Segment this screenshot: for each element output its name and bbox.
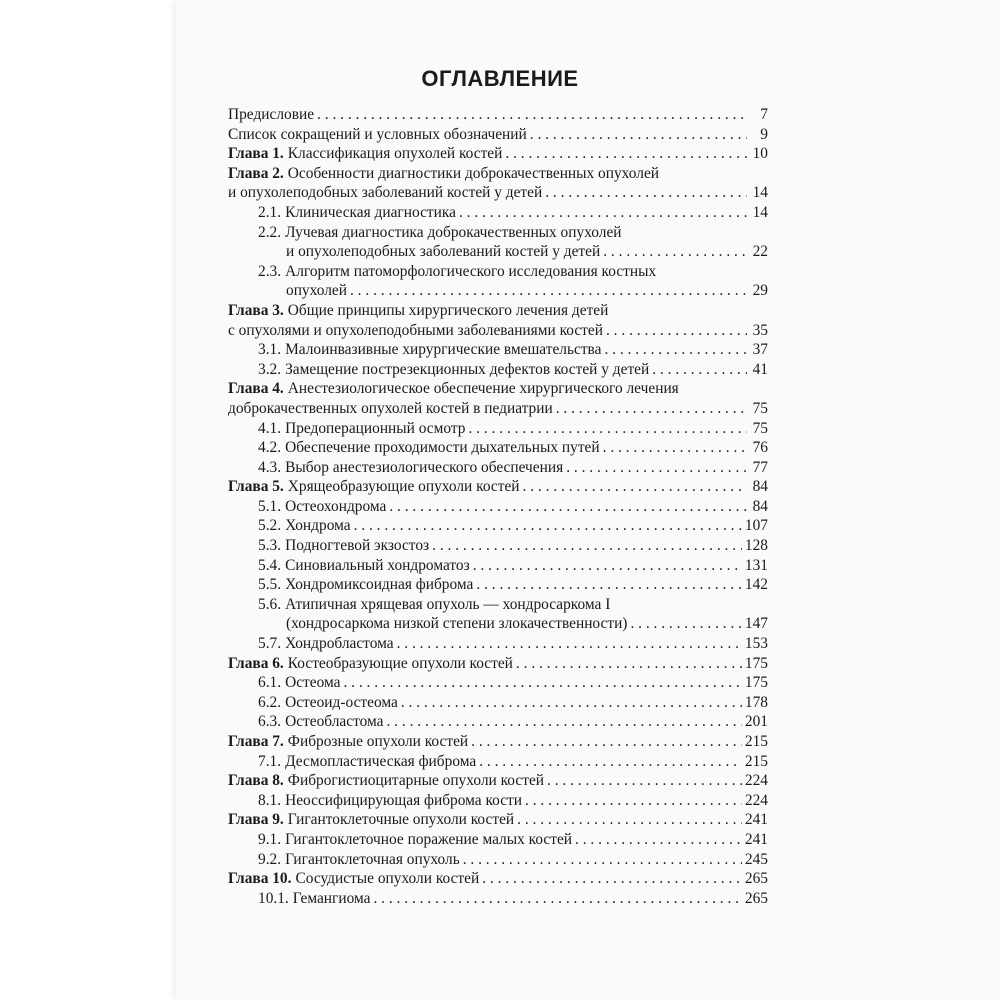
section-number: 5.4. xyxy=(258,556,282,574)
toc-page-number: 153 xyxy=(744,635,768,653)
toc-entry-text: Анестезиологическое обеспечение хирургического лечения xyxy=(287,380,679,398)
toc-entry-text: Остеохондрома xyxy=(285,497,387,515)
toc-page-number: 215 xyxy=(744,752,768,770)
toc-entry-text: Костеобразующие опухоли костей xyxy=(287,654,513,672)
dot-leader xyxy=(479,752,742,772)
toc-entry-continuation: опухолей xyxy=(286,282,347,300)
dot-leader xyxy=(354,516,742,536)
dot-leader xyxy=(547,771,742,791)
toc-section xyxy=(228,791,768,811)
toc-chapter xyxy=(228,144,768,164)
chapter-label: Глава 9. xyxy=(228,811,284,829)
dot-leader xyxy=(566,458,747,478)
toc-page-number: 29 xyxy=(752,282,768,300)
toc-chapter xyxy=(228,379,768,418)
dot-leader xyxy=(505,144,747,164)
toc-page-number: 241 xyxy=(744,830,768,848)
toc-page-number: 10 xyxy=(752,145,768,163)
toc-page-number: 14 xyxy=(752,184,768,202)
toc-chapter xyxy=(228,164,768,203)
toc-page-number: 107 xyxy=(744,517,768,535)
toc-entry-text: Остеома xyxy=(285,674,341,692)
toc-chapter xyxy=(228,732,768,752)
section-number: 10.1. xyxy=(258,889,289,907)
section-number: 5.5. xyxy=(258,576,282,594)
toc-section xyxy=(228,516,768,536)
section-number: 5.7. xyxy=(258,635,282,653)
dot-leader xyxy=(530,125,747,145)
toc-page-number: 265 xyxy=(744,870,768,888)
dot-leader xyxy=(389,497,747,517)
dot-leader xyxy=(523,477,747,497)
toc-page-number: 9 xyxy=(760,125,768,143)
dot-leader xyxy=(575,830,742,850)
toc-entry-continuation: и опухолеподобных заболеваний костей у детей xyxy=(228,184,543,202)
dot-leader xyxy=(471,732,742,752)
dot-leader xyxy=(373,889,741,909)
table-of-contents xyxy=(228,105,768,908)
toc-entry-continuation: с опухолями и опухолеподобными заболеваниями костей xyxy=(228,321,603,339)
section-number: 2.1. xyxy=(258,203,282,221)
toc-section xyxy=(228,693,768,713)
toc-section xyxy=(228,458,768,478)
toc-entry-text: Гигантоклеточное поражение малых костей xyxy=(285,830,573,848)
dot-leader xyxy=(630,614,741,634)
toc-section xyxy=(228,673,768,693)
section-number: 6.3. xyxy=(258,713,282,731)
toc-page-number: 75 xyxy=(752,419,768,437)
dot-leader xyxy=(606,321,747,341)
toc-entry-text: Сосудистые опухоли костей xyxy=(295,870,480,888)
toc-section xyxy=(228,595,768,634)
chapter-label: Глава 5. xyxy=(228,478,284,496)
section-number: 6.2. xyxy=(258,693,282,711)
section-number: 5.2. xyxy=(258,517,282,535)
toc-entry-text: Предоперационный осмотр xyxy=(285,419,466,437)
chapter-label: Глава 10. xyxy=(228,870,292,888)
toc-entry-text: Неоссифицирующая фиброма кости xyxy=(285,791,523,809)
toc-entry-text: Лучевая диагностика доброкачественных опухолей xyxy=(285,223,622,241)
toc-page-number: 215 xyxy=(744,733,768,750)
dot-leader xyxy=(556,399,747,419)
section-number: 5.3. xyxy=(258,537,282,555)
dot-leader xyxy=(468,419,747,439)
toc-page-number: 22 xyxy=(752,243,768,261)
dot-leader xyxy=(459,203,747,223)
toc-section xyxy=(228,340,768,360)
dot-leader xyxy=(516,654,742,674)
chapter-label: Глава 2. xyxy=(228,164,284,182)
section-number: 4.1. xyxy=(258,419,282,437)
toc-chapter xyxy=(228,301,768,340)
section-number: 9.2. xyxy=(258,850,282,868)
toc-chapter xyxy=(228,810,768,830)
dot-leader xyxy=(545,183,747,203)
toc-entry-text: Хондробластома xyxy=(285,635,394,653)
toc-entry-text: Обеспечение проходимости дыхательных путей xyxy=(285,439,600,457)
section-number: 3.1. xyxy=(258,341,282,359)
toc-chapter xyxy=(228,771,768,791)
dot-leader xyxy=(482,869,742,889)
dot-leader xyxy=(603,438,747,458)
toc-chapter xyxy=(228,477,768,497)
toc-section xyxy=(228,536,768,556)
dot-leader xyxy=(397,634,742,654)
toc-page-number: 41 xyxy=(752,360,768,378)
toc-entry-text: Общие принципы хирургического лечения детей xyxy=(287,301,609,319)
toc-entry-text: Хондрома xyxy=(285,517,351,535)
page-title: ОГЛАВЛЕНИЕ xyxy=(421,66,579,91)
toc-page-number: 175 xyxy=(744,674,768,692)
toc-section xyxy=(228,262,768,301)
toc-page-number: 178 xyxy=(744,693,768,711)
section-number: 7.1. xyxy=(258,752,282,770)
toc-page-number: 131 xyxy=(744,556,768,574)
toc-entry-continuation: доброкачественных опухолей костей в педиатрии xyxy=(228,399,553,417)
toc-page-number: 175 xyxy=(744,654,768,672)
toc-entry-text: Алгоритм патоморфологического исследования костных xyxy=(285,262,657,280)
toc-section xyxy=(228,752,768,772)
dot-leader xyxy=(317,105,747,125)
toc-section xyxy=(228,223,768,262)
toc-entry-text: Гемангиома xyxy=(292,889,371,907)
toc-entry-text: Фиброзные опухоли костей xyxy=(287,733,469,750)
section-number: 5.6. xyxy=(258,595,282,613)
toc-page-number: 224 xyxy=(744,772,768,790)
toc-entry-text: Особенности диагностики доброкачественных опухолей xyxy=(287,164,660,182)
toc-entry-text: Выбор анестезиологического обеспечения xyxy=(285,458,564,476)
toc-section xyxy=(228,889,768,909)
toc-entry xyxy=(228,105,768,125)
toc-entry-text: Синовиальный хондроматоз xyxy=(285,556,470,574)
toc-page-number: 75 xyxy=(752,399,768,417)
section-number: 2.3. xyxy=(258,262,282,280)
toc-entry-text: Классификация опухолей костей xyxy=(287,145,503,163)
dot-leader xyxy=(432,536,742,556)
dot-leader xyxy=(652,360,747,380)
toc-section xyxy=(228,438,768,458)
toc-page-number: 77 xyxy=(752,458,768,476)
toc-page-number: 224 xyxy=(744,791,768,809)
dot-leader xyxy=(463,850,742,870)
chapter-label: Глава 4. xyxy=(228,380,284,398)
dot-leader xyxy=(343,673,741,693)
chapter-label: Глава 6. xyxy=(228,654,284,672)
dot-leader xyxy=(350,281,747,301)
toc-entry-text: Хрящеобразующие опухоли костей xyxy=(287,478,520,496)
toc-section xyxy=(228,360,768,380)
dot-leader xyxy=(473,556,742,576)
dot-leader xyxy=(401,693,742,713)
dot-leader xyxy=(476,575,742,595)
toc-section xyxy=(228,712,768,732)
chapter-label: Глава 7. xyxy=(228,733,284,750)
section-number: 5.1. xyxy=(258,497,282,515)
dot-leader xyxy=(386,712,741,732)
toc-section xyxy=(228,556,768,576)
toc-page-number: 14 xyxy=(752,203,768,221)
toc-entry-text: Клиническая диагностика xyxy=(285,203,456,221)
toc-entry-text: Малоинвазивные хирургические вмешательства xyxy=(285,341,602,359)
section-number: 8.1. xyxy=(258,791,282,809)
toc-entry-text: Десмопластическая фиброма xyxy=(285,752,477,770)
toc-page-number: 84 xyxy=(752,478,768,496)
toc-entry-continuation: и опухолеподобных заболеваний костей у детей xyxy=(286,243,601,261)
toc-entry-text: Предисловие xyxy=(228,106,315,123)
toc-entry-text: Фиброгистиоцитарные опухоли костей xyxy=(287,772,545,790)
toc-chapter xyxy=(228,654,768,674)
toc-page-number: 37 xyxy=(752,341,768,359)
toc-page-number: 147 xyxy=(744,615,768,633)
toc-entry-text: Хондромиксоидная фиброма xyxy=(285,576,474,594)
toc-entry-text: Подногтевой экзостоз xyxy=(285,537,430,555)
toc-page-number: 84 xyxy=(752,497,768,515)
toc-page-number: 7 xyxy=(760,106,768,123)
toc-entry-text: Замещение пострезекционных дефектов костей у детей xyxy=(285,360,650,378)
toc-section xyxy=(228,634,768,654)
section-number: 2.2. xyxy=(258,223,282,241)
section-number: 4.2. xyxy=(258,439,282,457)
toc-page-number: 201 xyxy=(744,713,768,731)
toc-entry-continuation: (хондросаркома низкой степени злокачественности) xyxy=(286,615,628,633)
toc-entry-text: Остеобластома xyxy=(285,713,384,731)
toc-page-number: 142 xyxy=(744,576,768,594)
toc-page-number: 35 xyxy=(752,321,768,339)
toc-page-number: 265 xyxy=(744,889,768,907)
dot-leader xyxy=(517,810,742,830)
section-number: 6.1. xyxy=(258,674,282,692)
toc-entry-text: Гигантоклеточная опухоль xyxy=(285,850,460,868)
toc-entry-text: Список сокращений и условных обозначений xyxy=(228,125,527,143)
toc-section xyxy=(228,497,768,517)
chapter-label: Глава 3. xyxy=(228,301,284,319)
toc-page-number: 128 xyxy=(744,537,768,555)
toc-section xyxy=(228,850,768,870)
dot-leader xyxy=(604,340,747,360)
section-number: 3.2. xyxy=(258,360,282,378)
toc-section xyxy=(228,830,768,850)
toc-entry xyxy=(228,125,768,145)
toc-section xyxy=(228,203,768,223)
chapter-label: Глава 8. xyxy=(228,772,284,790)
section-number: 4.3. xyxy=(258,458,282,476)
toc-entry-text: Остеоид-остеома xyxy=(285,693,398,711)
toc-page-number: 76 xyxy=(752,439,768,457)
toc-entry-text: Атипичная хрящевая опухоль — хондросаркома I xyxy=(285,595,611,613)
toc-page-number: 245 xyxy=(744,850,768,868)
toc-section xyxy=(228,575,768,595)
section-number: 9.1. xyxy=(258,830,282,848)
toc-section xyxy=(228,419,768,439)
dot-leader xyxy=(603,242,747,262)
toc-chapter xyxy=(228,869,768,889)
toc-page-number: 241 xyxy=(744,811,768,829)
dot-leader xyxy=(525,791,742,811)
chapter-label: Глава 1. xyxy=(228,145,284,163)
toc-entry-text: Гигантоклеточные опухоли костей xyxy=(287,811,515,829)
